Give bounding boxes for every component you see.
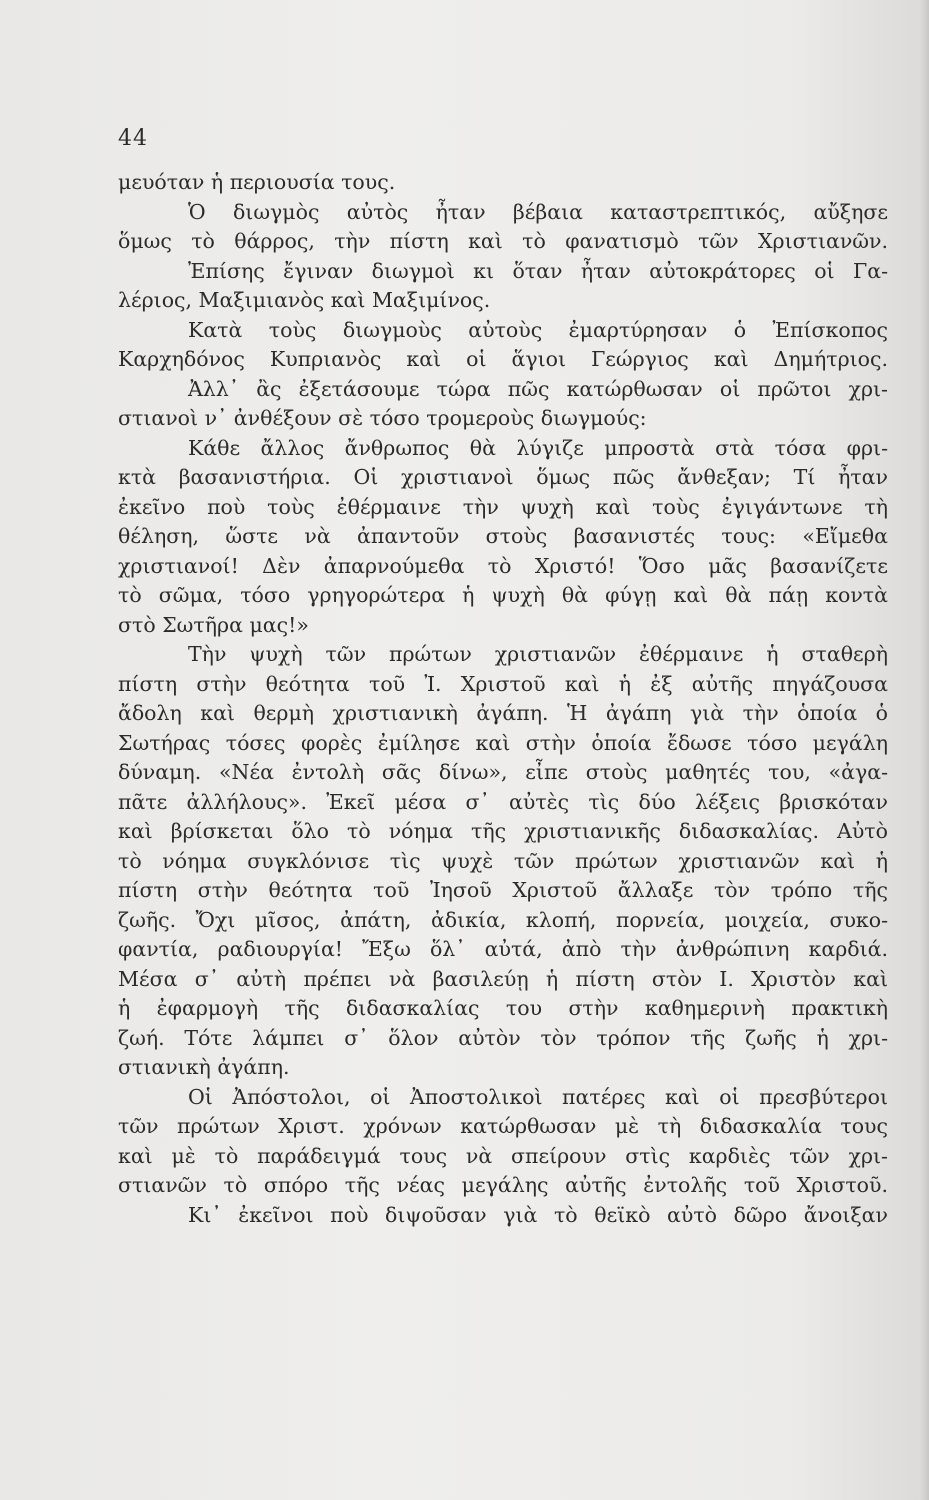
text-line: Ἀλλ᾽ ἂς ἐξετάσουμε τώρα πῶς κατώρθωσαν οἱ πρῶτοι χρι- xyxy=(188,376,888,401)
text-line: ὅμως τὸ θάρρος, τὴν πίστη καὶ τὸ φανατισμὸ τῶν Χριστιανῶν. xyxy=(118,229,888,253)
text-line: καὶ μὲ τὸ παράδειγμά τους νὰ σπείρουν στὶς καρδιὲς τῶν χρι- xyxy=(118,1143,888,1168)
text-line: Κι᾽ ἐκεῖνοι ποὺ διψοῦσαν γιὰ τὸ θεϊκὸ αὐτὸ δῶρο ἄνοιξαν xyxy=(188,1202,888,1227)
text-line: ἐκεῖνο ποὺ τοὺς ἐθέρμαινε τὴν ψυχὴ καὶ τοὺς ἐγιγάντωνε τὴ xyxy=(118,494,888,519)
text-line: μευόταν ἡ περιουσία τους. xyxy=(118,170,396,194)
text-line: ζωῆς. Ὄχι μῖσος, ἀπάτη, ἀδικία, κλοπή, πορνεία, μοιχεία, συκο- xyxy=(118,907,888,932)
text-line: Καρχηδόνος Κυπριανὸς καὶ οἱ ἅγιοι Γεώργιος καὶ Δημήτριος. xyxy=(118,347,888,371)
text-line: πίστη στὴν θεότητα τοῦ Ἰ. Χριστοῦ καὶ ἡ ἐξ αὐτῆς πηγάζουσα xyxy=(118,671,888,696)
text-line: Μέσα σ᾽ αὐτὴ πρέπει νὰ βασιλεύῃ ἡ πίστη στὸν Ι. Χριστὸν καὶ xyxy=(118,966,888,991)
text-line: τῶν πρώτων Χριστ. χρόνων κατώρθωσαν μὲ τὴ διδασκαλία τους xyxy=(118,1114,888,1138)
text-line: στιανοὶ ν᾽ ἀνθέξουν σὲ τόσο τρομεροὺς διωγμούς: xyxy=(118,406,647,430)
text-line: Ἐπίσης ἔγιναν διωγμοὶ κι ὅταν ἦταν αὐτοκράτορες οἱ Γα- xyxy=(188,258,888,283)
text-line: στὸ Σωτῆρα μας!» xyxy=(118,612,309,637)
text-line: λέριος, Μαξιμιανὸς καὶ Μαξιμίνος. xyxy=(118,288,491,312)
body-text xyxy=(118,168,888,1230)
page-number: 44 xyxy=(118,126,148,151)
text-line: δύναμη. «Νέα ἐντολὴ σᾶς δίνω», εἶπε στοὺς μαθητές του, «ἀγα- xyxy=(118,760,888,784)
text-line: Τὴν ψυχὴ τῶν πρώτων χριστιανῶν ἐθέρμαινε ἡ σταθερὴ xyxy=(188,642,888,666)
text-line: καὶ βρίσκεται ὅλο τὸ νόημα τῆς χριστιανικῆς διδασκαλίας. Αὐτὸ xyxy=(118,819,888,843)
text-line: Οἱ Ἀπόστολοι, οἱ Ἀποστολικοὶ πατέρες καὶ οἱ πρεσβύτεροι xyxy=(188,1084,888,1109)
text-line: χριστιανοί! Δὲν ἀπαρνούμεθα τὸ Χριστό! Ὅσο μᾶς βασανίζετε xyxy=(118,553,888,578)
text-line: πίστη στὴν θεότητα τοῦ Ἰησοῦ Χριστοῦ ἄλλαξε τὸν τρόπο τῆς xyxy=(118,878,888,902)
text-line: Κατὰ τοὺς διωγμοὺς αὐτοὺς ἐμαρτύρησαν ὁ Ἐπίσκοπος xyxy=(188,317,888,342)
text-line: ἄδολη καὶ θερμὴ χριστιανικὴ ἀγάπη. Ἡ ἀγάπη γιὰ τὴν ὁποία ὁ xyxy=(118,701,888,725)
text-line: στιανῶν τὸ σπόρο τῆς νέας μεγάλης αὐτῆς ἐντολῆς τοῦ Χριστοῦ. xyxy=(118,1173,888,1197)
text-line: στιανικὴ ἀγάπη. xyxy=(118,1055,290,1079)
text-line: φαντία, ραδιουργία! Ἔξω ὅλ᾽ αὐτά, ἀπὸ τὴν ἀνθρώπινη καρδιά. xyxy=(118,937,888,961)
text-line: Κάθε ἄλλος ἄνθρωπος θὰ λύγιζε μπροστὰ στὰ τόσα φρι- xyxy=(188,435,888,460)
text-line: κτὰ βασανιστήρια. Οἱ χριστιανοὶ ὅμως πῶς ἄνθεξαν; Τί ἦταν xyxy=(118,465,888,489)
text-line: ζωή. Τότε λάμπει σ᾽ ὅλον αὐτὸν τὸν τρόπον τῆς ζωῆς ἡ χρι- xyxy=(118,1025,888,1050)
text-line: τὸ σῶμα, τόσο γρηγορώτερα ἡ ψυχὴ θὰ φύγῃ καὶ θὰ πάῃ κοντὰ xyxy=(118,583,888,607)
text-line: πᾶτε ἀλλήλους». Ἐκεῖ μέσα σ᾽ αὐτὲς τὶς δύο λέξεις βρισκόταν xyxy=(118,789,888,814)
text-line: ἡ ἐφαρμογὴ τῆς διδασκαλίας του στὴν καθημερινὴ πρακτικὴ xyxy=(118,996,888,1020)
text-line: Ὁ διωγμὸς αὐτὸς ἦταν βέβαια καταστρεπτικός, αὔξησε xyxy=(188,199,888,224)
page-edge-shadow xyxy=(919,0,929,1500)
text-line: Σωτήρας τόσες φορὲς ἐμίλησε καὶ στὴν ὁποία ἔδωσε τόσο μεγάλη xyxy=(118,730,888,755)
text-line: θέληση, ὥστε νὰ ἀπαντοῦν στοὺς βασανιστές τους: «Εἴμεθα xyxy=(118,524,888,548)
text-line: τὸ νόημα συγκλόνισε τὶς ψυχὲ τῶν πρώτων χριστιανῶν καὶ ἡ xyxy=(118,848,888,873)
